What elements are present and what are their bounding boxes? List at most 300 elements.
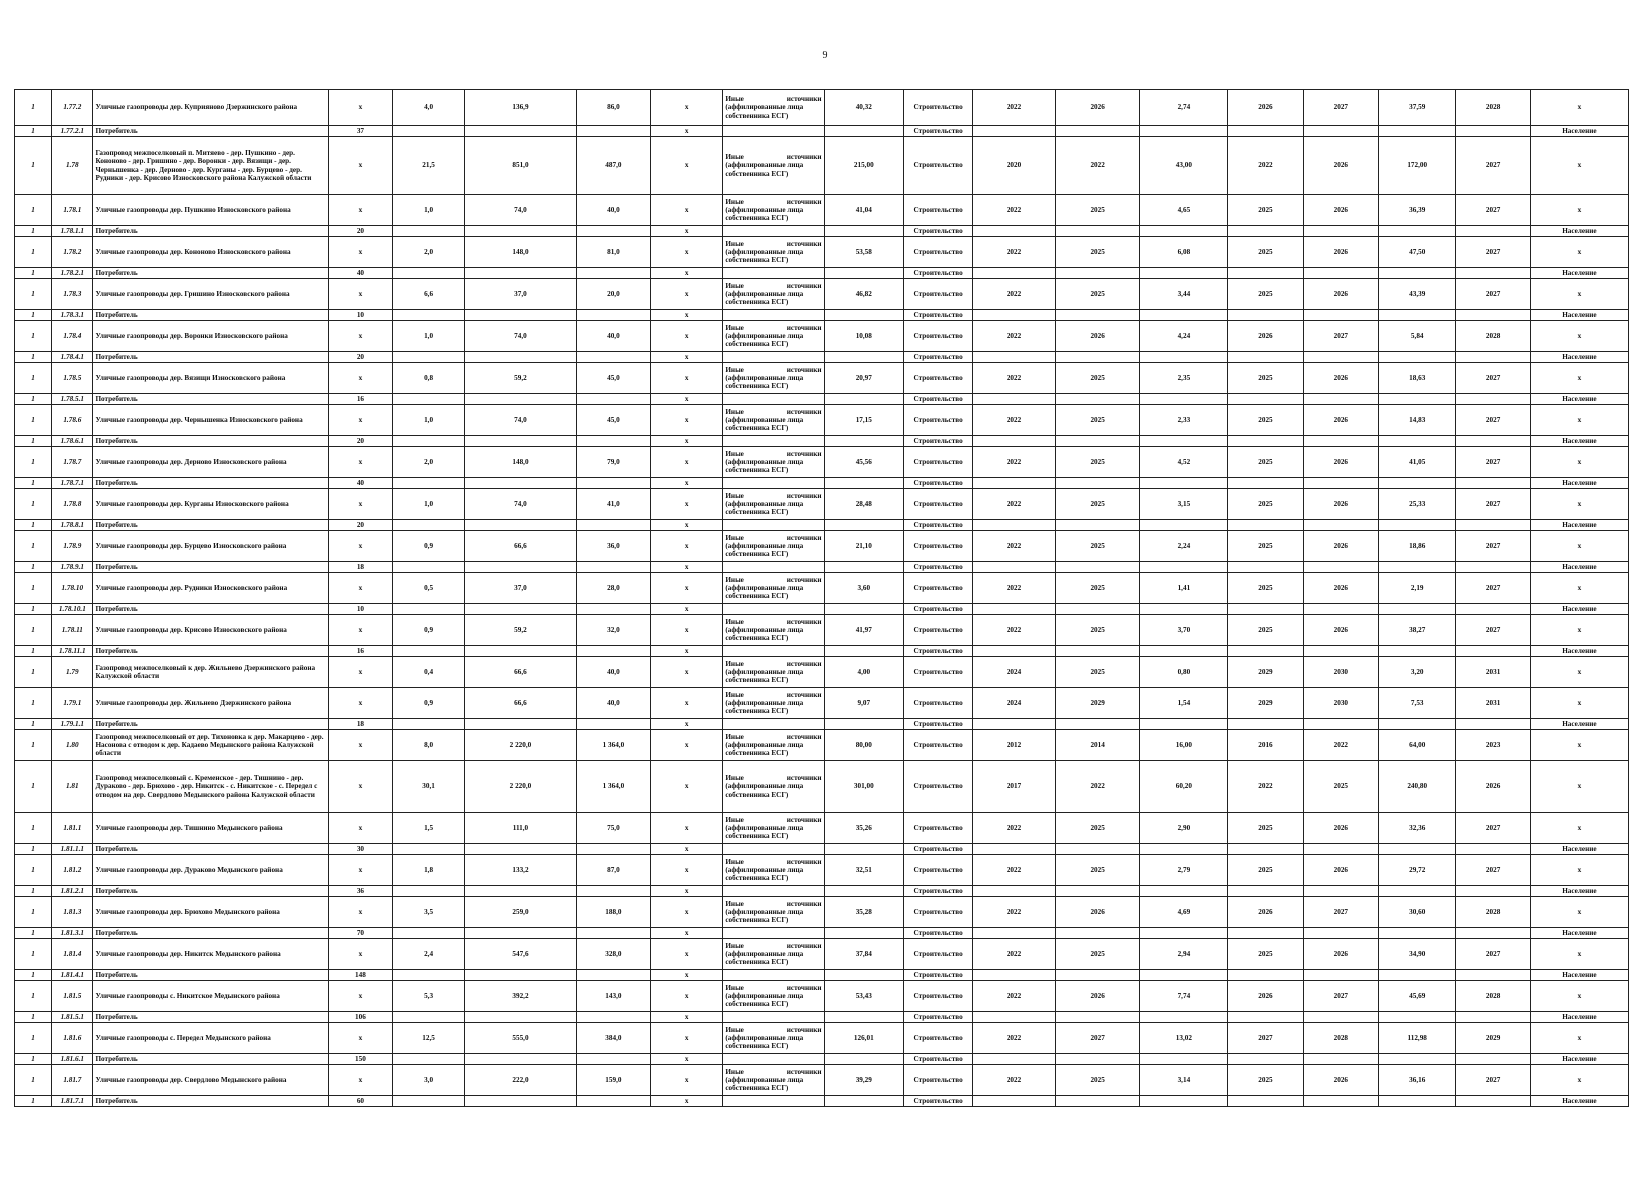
cell-c7 <box>576 604 650 615</box>
cell-c5 <box>392 928 464 939</box>
cell-lvl: 1 <box>15 447 52 478</box>
cell-lvl: 1 <box>15 761 52 813</box>
cell-y4: 2027 <box>1303 981 1378 1012</box>
cell-code: 1.78.2.1 <box>52 268 93 279</box>
cell-code: 1.81.4 <box>52 939 93 970</box>
cell-y4: 2027 <box>1303 321 1378 352</box>
cell-c8: х <box>651 897 723 928</box>
cell-c7: 20,0 <box>576 279 650 310</box>
cell-src <box>723 1096 824 1107</box>
cell-cost: 45,56 <box>824 447 904 478</box>
cell-c19: х <box>1530 363 1628 394</box>
cell-code: 1.81.6 <box>52 1023 93 1054</box>
cell-act: Строительство <box>904 520 973 531</box>
cell-src <box>723 310 824 321</box>
cell-c19: Население <box>1530 126 1628 137</box>
cell-c19: х <box>1530 531 1628 562</box>
cell-y2 <box>1055 844 1140 855</box>
source-label: (аффилированные лица <box>725 247 804 256</box>
cell-name: Потребитель <box>93 1054 328 1065</box>
source-label: (аффилированные лица <box>725 740 804 749</box>
cell-c8: х <box>651 90 723 126</box>
cell-c8: х <box>651 719 723 730</box>
cell-cost <box>824 562 904 573</box>
cell-y4 <box>1303 126 1378 137</box>
cell-c14: 6,08 <box>1140 237 1228 268</box>
cell-act: Строительство <box>904 844 973 855</box>
cell-c19: х <box>1530 489 1628 520</box>
cell-c14 <box>1140 126 1228 137</box>
cell-c6: 2 220,0 <box>465 761 577 813</box>
cell-y2 <box>1055 1012 1140 1023</box>
cell-c8: х <box>651 615 723 646</box>
cell-y1: 2022 <box>973 279 1056 310</box>
cell-c6 <box>465 970 577 981</box>
cell-c4: 18 <box>328 562 392 573</box>
cell-c14 <box>1140 1096 1228 1107</box>
cell-c4: х <box>328 897 392 928</box>
cell-y4 <box>1303 352 1378 363</box>
cell-c4: 30 <box>328 844 392 855</box>
cell-c7: 40,0 <box>576 195 650 226</box>
cell-cost <box>824 478 904 489</box>
source-label: собственника ЕСГ) <box>725 424 789 433</box>
cell-c7 <box>576 520 650 531</box>
cell-cost: 21,10 <box>824 531 904 562</box>
table-row <box>15 1023 1629 1054</box>
consumer-row <box>15 436 1629 447</box>
cell-c7 <box>576 928 650 939</box>
cell-c17 <box>1379 310 1456 321</box>
cell-y5: 2027 <box>1456 237 1530 268</box>
cell-y5 <box>1456 394 1530 405</box>
cell-y3: 2025 <box>1228 615 1303 646</box>
cell-c14: 2,94 <box>1140 939 1228 970</box>
cell-c8: х <box>651 126 723 137</box>
source-label: (аффилированные лица <box>725 1075 804 1084</box>
cell-act: Строительство <box>904 562 973 573</box>
source-label: собственника ЕСГ) <box>725 790 789 799</box>
cell-code: 1.81.6.1 <box>52 1054 93 1065</box>
table-row <box>15 90 1629 126</box>
cell-y4: 2026 <box>1303 137 1378 195</box>
cell-name: Потребитель <box>93 226 328 237</box>
cell-act: Строительство <box>904 657 973 688</box>
cell-cost <box>824 226 904 237</box>
cell-y5 <box>1456 352 1530 363</box>
cell-y4: 2026 <box>1303 573 1378 604</box>
cell-y5: 2027 <box>1456 615 1530 646</box>
source-label: (аффилированные лица <box>725 103 804 112</box>
cell-y3 <box>1228 562 1303 573</box>
cell-c14: 2,33 <box>1140 405 1228 436</box>
source-label: Иные <box>725 857 744 866</box>
cell-y3 <box>1228 126 1303 137</box>
source-label: (аффилированные лица <box>725 457 804 466</box>
source-label: Иные <box>725 449 744 458</box>
consumer-row <box>15 394 1629 405</box>
cell-c14: 2,74 <box>1140 90 1228 126</box>
cell-c19: х <box>1530 195 1628 226</box>
cell-y1: 2022 <box>973 237 1056 268</box>
cell-c19: х <box>1530 981 1628 1012</box>
cell-c17: 29,72 <box>1379 855 1456 886</box>
cell-c14 <box>1140 520 1228 531</box>
cell-c5 <box>392 562 464 573</box>
cell-c14 <box>1140 436 1228 447</box>
cell-y3 <box>1228 1096 1303 1107</box>
cell-lvl: 1 <box>15 562 52 573</box>
cell-y5: 2027 <box>1456 195 1530 226</box>
cell-src: Иные источники (аффилированные лица собственника ЕСГ) <box>723 657 824 688</box>
cell-c6: 136,9 <box>465 90 577 126</box>
cell-code: 1.81.2 <box>52 855 93 886</box>
cell-c4: 40 <box>328 478 392 489</box>
cell-c6 <box>465 646 577 657</box>
cell-y4 <box>1303 604 1378 615</box>
cell-c19: Население <box>1530 970 1628 981</box>
cell-src: Иные источники (аффилированные лица собственника ЕСГ) <box>723 447 824 478</box>
cell-c5: 1,0 <box>392 195 464 226</box>
cell-cost: 35,28 <box>824 897 904 928</box>
cell-y1: 2022 <box>973 573 1056 604</box>
cell-c4: х <box>328 405 392 436</box>
cell-c6: 851,0 <box>465 137 577 195</box>
cell-y3: 2025 <box>1228 1065 1303 1096</box>
cell-c17: 2,19 <box>1379 573 1456 604</box>
cell-act: Строительство <box>904 126 973 137</box>
cell-y2: 2022 <box>1055 137 1140 195</box>
cell-c14: 3,14 <box>1140 1065 1228 1096</box>
cell-lvl: 1 <box>15 363 52 394</box>
cell-c14 <box>1140 928 1228 939</box>
cell-c8: х <box>651 573 723 604</box>
source-label: собственника ЕСГ) <box>725 466 789 475</box>
cell-y3 <box>1228 478 1303 489</box>
cell-cost <box>824 928 904 939</box>
cell-y2 <box>1055 436 1140 447</box>
cell-cost: 41,97 <box>824 615 904 646</box>
source-label: собственника ЕСГ) <box>725 592 789 601</box>
cell-y5 <box>1456 928 1530 939</box>
cell-src <box>723 268 824 279</box>
cell-src <box>723 646 824 657</box>
cell-y2: 2025 <box>1055 657 1140 688</box>
cell-y4: 2026 <box>1303 615 1378 646</box>
cell-name: Потребитель <box>93 394 328 405</box>
cell-y2: 2026 <box>1055 90 1140 126</box>
source-label: собственника ЕСГ) <box>725 958 789 967</box>
cell-c5: 2,0 <box>392 237 464 268</box>
cell-c8: х <box>651 855 723 886</box>
source-label: (аффилированные лица <box>725 667 804 676</box>
cell-code: 1.77.2 <box>52 90 93 126</box>
cell-y5: 2027 <box>1456 405 1530 436</box>
cell-c17 <box>1379 268 1456 279</box>
cell-cost: 10,08 <box>824 321 904 352</box>
cell-c14 <box>1140 1012 1228 1023</box>
cell-c4: х <box>328 90 392 126</box>
cell-cost <box>824 436 904 447</box>
cell-c17 <box>1379 646 1456 657</box>
cell-c5 <box>392 844 464 855</box>
cell-y3: 2025 <box>1228 573 1303 604</box>
cell-y5 <box>1456 226 1530 237</box>
cell-lvl: 1 <box>15 719 52 730</box>
cell-c19: х <box>1530 897 1628 928</box>
cell-code: 1.81.4.1 <box>52 970 93 981</box>
cell-c5 <box>392 1012 464 1023</box>
cell-c6: 547,6 <box>465 939 577 970</box>
table-row <box>15 730 1629 761</box>
cell-c8: х <box>651 363 723 394</box>
cell-y4 <box>1303 478 1378 489</box>
cell-c7 <box>576 394 650 405</box>
cell-c6: 37,0 <box>465 279 577 310</box>
cell-y4 <box>1303 886 1378 897</box>
cell-c7: 487,0 <box>576 137 650 195</box>
cell-c14: 43,00 <box>1140 137 1228 195</box>
cell-y5: 2027 <box>1456 489 1530 520</box>
cell-name: Уличные газопроводы дер. Бурцево Износковского района <box>93 531 328 562</box>
cell-c8: х <box>651 730 723 761</box>
cell-code: 1.78.6.1 <box>52 436 93 447</box>
cell-c17: 7,53 <box>1379 688 1456 719</box>
consumer-row <box>15 562 1629 573</box>
cell-src <box>723 126 824 137</box>
cell-c19: Население <box>1530 436 1628 447</box>
cell-y4: 2026 <box>1303 531 1378 562</box>
cell-c14: 4,65 <box>1140 195 1228 226</box>
source-label: собственника ЕСГ) <box>725 874 789 883</box>
cell-y1 <box>973 1054 1056 1065</box>
cell-src: Иные источники (аффилированные лица собственника ЕСГ) <box>723 981 824 1012</box>
cell-y3: 2025 <box>1228 855 1303 886</box>
cell-name: Газопровод межпоселковый п. Митяево - дер. Пушкино - дер. Кононово - дер. Гришино - дер. Воронки - дер. Вязищи - дер. Чернышенка - дер. Дерново - дер. Курганы - дер. Бурцево - дер. Рудники - дер. Крисово Износковского района Калужской области <box>93 137 328 195</box>
cell-c8: х <box>651 1023 723 1054</box>
cell-act: Строительство <box>904 813 973 844</box>
cell-y4 <box>1303 268 1378 279</box>
cell-c19: х <box>1530 237 1628 268</box>
cell-c5 <box>392 646 464 657</box>
cell-act: Строительство <box>904 321 973 352</box>
cell-c7 <box>576 352 650 363</box>
cell-name: Газопровод межпоселковый к дер. Жильнево Дзержинского района Калужской области <box>93 657 328 688</box>
cell-c5: 4,0 <box>392 90 464 126</box>
cell-y1 <box>973 126 1056 137</box>
table-row <box>15 939 1629 970</box>
cell-act: Строительство <box>904 761 973 813</box>
cell-code: 1.79.1 <box>52 688 93 719</box>
table-row <box>15 981 1629 1012</box>
cell-y3: 2025 <box>1228 531 1303 562</box>
cell-c8: х <box>651 813 723 844</box>
source-label: собственника ЕСГ) <box>725 508 789 517</box>
cell-cost: 28,48 <box>824 489 904 520</box>
cell-y4: 2026 <box>1303 363 1378 394</box>
cell-c14 <box>1140 562 1228 573</box>
cell-src: Иные источники (аффилированные лица собственника ЕСГ) <box>723 90 824 126</box>
cell-c6 <box>465 436 577 447</box>
cell-c17: 240,80 <box>1379 761 1456 813</box>
cell-c7 <box>576 1054 650 1065</box>
source-label: Иные <box>725 95 744 104</box>
cell-c14: 13,02 <box>1140 1023 1228 1054</box>
cell-c4: х <box>328 730 392 761</box>
cell-y3: 2022 <box>1228 761 1303 813</box>
cell-y5 <box>1456 646 1530 657</box>
cell-c8: х <box>651 279 723 310</box>
cell-c5 <box>392 1096 464 1107</box>
cell-y4 <box>1303 646 1378 657</box>
cell-act: Строительство <box>904 981 973 1012</box>
cell-y2 <box>1055 310 1140 321</box>
cell-c14: 3,15 <box>1140 489 1228 520</box>
cell-lvl: 1 <box>15 310 52 321</box>
cell-c8: х <box>651 886 723 897</box>
cell-name: Потребитель <box>93 562 328 573</box>
source-label: (аффилированные лица <box>725 782 804 791</box>
cell-c7: 159,0 <box>576 1065 650 1096</box>
cell-c4: 20 <box>328 226 392 237</box>
cell-c6: 74,0 <box>465 489 577 520</box>
cell-c7: 36,0 <box>576 531 650 562</box>
cell-name: Уличные газопроводы с. Передел Медынского района <box>93 1023 328 1054</box>
cell-c4: 20 <box>328 520 392 531</box>
cell-y3: 2025 <box>1228 813 1303 844</box>
cell-y1: 2022 <box>973 615 1056 646</box>
cell-c5: 0,9 <box>392 531 464 562</box>
cell-y4 <box>1303 562 1378 573</box>
cell-c6: 66,6 <box>465 531 577 562</box>
cell-code: 1.81.3.1 <box>52 928 93 939</box>
cell-y2 <box>1055 1096 1140 1107</box>
cell-y1 <box>973 719 1056 730</box>
table-row <box>15 813 1629 844</box>
cell-cost <box>824 719 904 730</box>
cell-code: 1.78.4.1 <box>52 352 93 363</box>
source-label: (аффилированные лица <box>725 698 804 707</box>
cell-c4: 37 <box>328 126 392 137</box>
cell-src: Иные источники (аффилированные лица собственника ЕСГ) <box>723 688 824 719</box>
cell-y1 <box>973 604 1056 615</box>
cell-c7 <box>576 1012 650 1023</box>
cell-name: Уличные газопроводы дер. Воронки Износковского района <box>93 321 328 352</box>
cell-y2: 2025 <box>1055 237 1140 268</box>
cell-c4: 106 <box>328 1012 392 1023</box>
source-label: Иные <box>725 491 744 500</box>
cell-name: Потребитель <box>93 126 328 137</box>
cell-y4 <box>1303 928 1378 939</box>
cell-y2 <box>1055 126 1140 137</box>
cell-c17: 30,60 <box>1379 897 1456 928</box>
cell-code: 1.78.3 <box>52 279 93 310</box>
cell-c19: х <box>1530 688 1628 719</box>
cell-code: 1.81.5.1 <box>52 1012 93 1023</box>
cell-y5: 2028 <box>1456 897 1530 928</box>
source-label: собственника ЕСГ) <box>725 676 789 685</box>
cell-act: Строительство <box>904 855 973 886</box>
table-row <box>15 195 1629 226</box>
cell-src <box>723 719 824 730</box>
cell-y5: 2027 <box>1456 279 1530 310</box>
cell-y4 <box>1303 1096 1378 1107</box>
cell-src <box>723 352 824 363</box>
cell-y4: 2027 <box>1303 897 1378 928</box>
cell-src <box>723 1054 824 1065</box>
cell-c19: х <box>1530 321 1628 352</box>
cell-act: Строительство <box>904 1054 973 1065</box>
source-label: (аффилированные лица <box>725 991 804 1000</box>
consumer-row <box>15 478 1629 489</box>
cell-act: Строительство <box>904 897 973 928</box>
cell-code: 1.81.7 <box>52 1065 93 1096</box>
cell-c8: х <box>651 195 723 226</box>
cell-c7: 384,0 <box>576 1023 650 1054</box>
cell-y1: 2017 <box>973 761 1056 813</box>
table-row <box>15 237 1629 268</box>
cell-c19: Население <box>1530 844 1628 855</box>
source-label: Иные <box>725 197 744 206</box>
cell-c19: х <box>1530 573 1628 604</box>
cell-y2 <box>1055 928 1140 939</box>
cell-y1 <box>973 436 1056 447</box>
cell-c4: 10 <box>328 310 392 321</box>
cell-c6 <box>465 886 577 897</box>
cell-c7: 79,0 <box>576 447 650 478</box>
consumer-row <box>15 352 1629 363</box>
cell-c8: х <box>651 657 723 688</box>
cell-y3 <box>1228 886 1303 897</box>
cell-act: Строительство <box>904 939 973 970</box>
cell-y4 <box>1303 970 1378 981</box>
cell-y5: 2027 <box>1456 1065 1530 1096</box>
cell-c4: х <box>328 657 392 688</box>
source-label: Иные <box>725 815 744 824</box>
cell-c14 <box>1140 268 1228 279</box>
cell-y3 <box>1228 1012 1303 1023</box>
cell-y2 <box>1055 478 1140 489</box>
cell-y1 <box>973 646 1056 657</box>
cell-c19: Население <box>1530 268 1628 279</box>
table-row <box>15 761 1629 813</box>
cell-act: Строительство <box>904 195 973 226</box>
cell-c4: х <box>328 195 392 226</box>
cell-code: 1.78.8 <box>52 489 93 520</box>
cell-code: 1.78.7.1 <box>52 478 93 489</box>
cell-c8: х <box>651 928 723 939</box>
cell-cost: 80,00 <box>824 730 904 761</box>
cell-src: Иные источники (аффилированные лица собственника ЕСГ) <box>723 321 824 352</box>
cell-name: Потребитель <box>93 1012 328 1023</box>
cell-lvl: 1 <box>15 604 52 615</box>
cell-c6: 133,2 <box>465 855 577 886</box>
cell-y3 <box>1228 352 1303 363</box>
cell-c7: 40,0 <box>576 657 650 688</box>
table-row <box>15 897 1629 928</box>
consumer-row <box>15 268 1629 279</box>
cell-name: Потребитель <box>93 604 328 615</box>
cell-y1: 2022 <box>973 531 1056 562</box>
cell-c14: 2,90 <box>1140 813 1228 844</box>
cell-src: Иные источники (аффилированные лица собственника ЕСГ) <box>723 489 824 520</box>
cell-c17: 38,27 <box>1379 615 1456 646</box>
cell-src <box>723 520 824 531</box>
cell-c19: Население <box>1530 1054 1628 1065</box>
cell-y4 <box>1303 226 1378 237</box>
cell-c6: 111,0 <box>465 813 577 844</box>
cell-c6: 59,2 <box>465 363 577 394</box>
